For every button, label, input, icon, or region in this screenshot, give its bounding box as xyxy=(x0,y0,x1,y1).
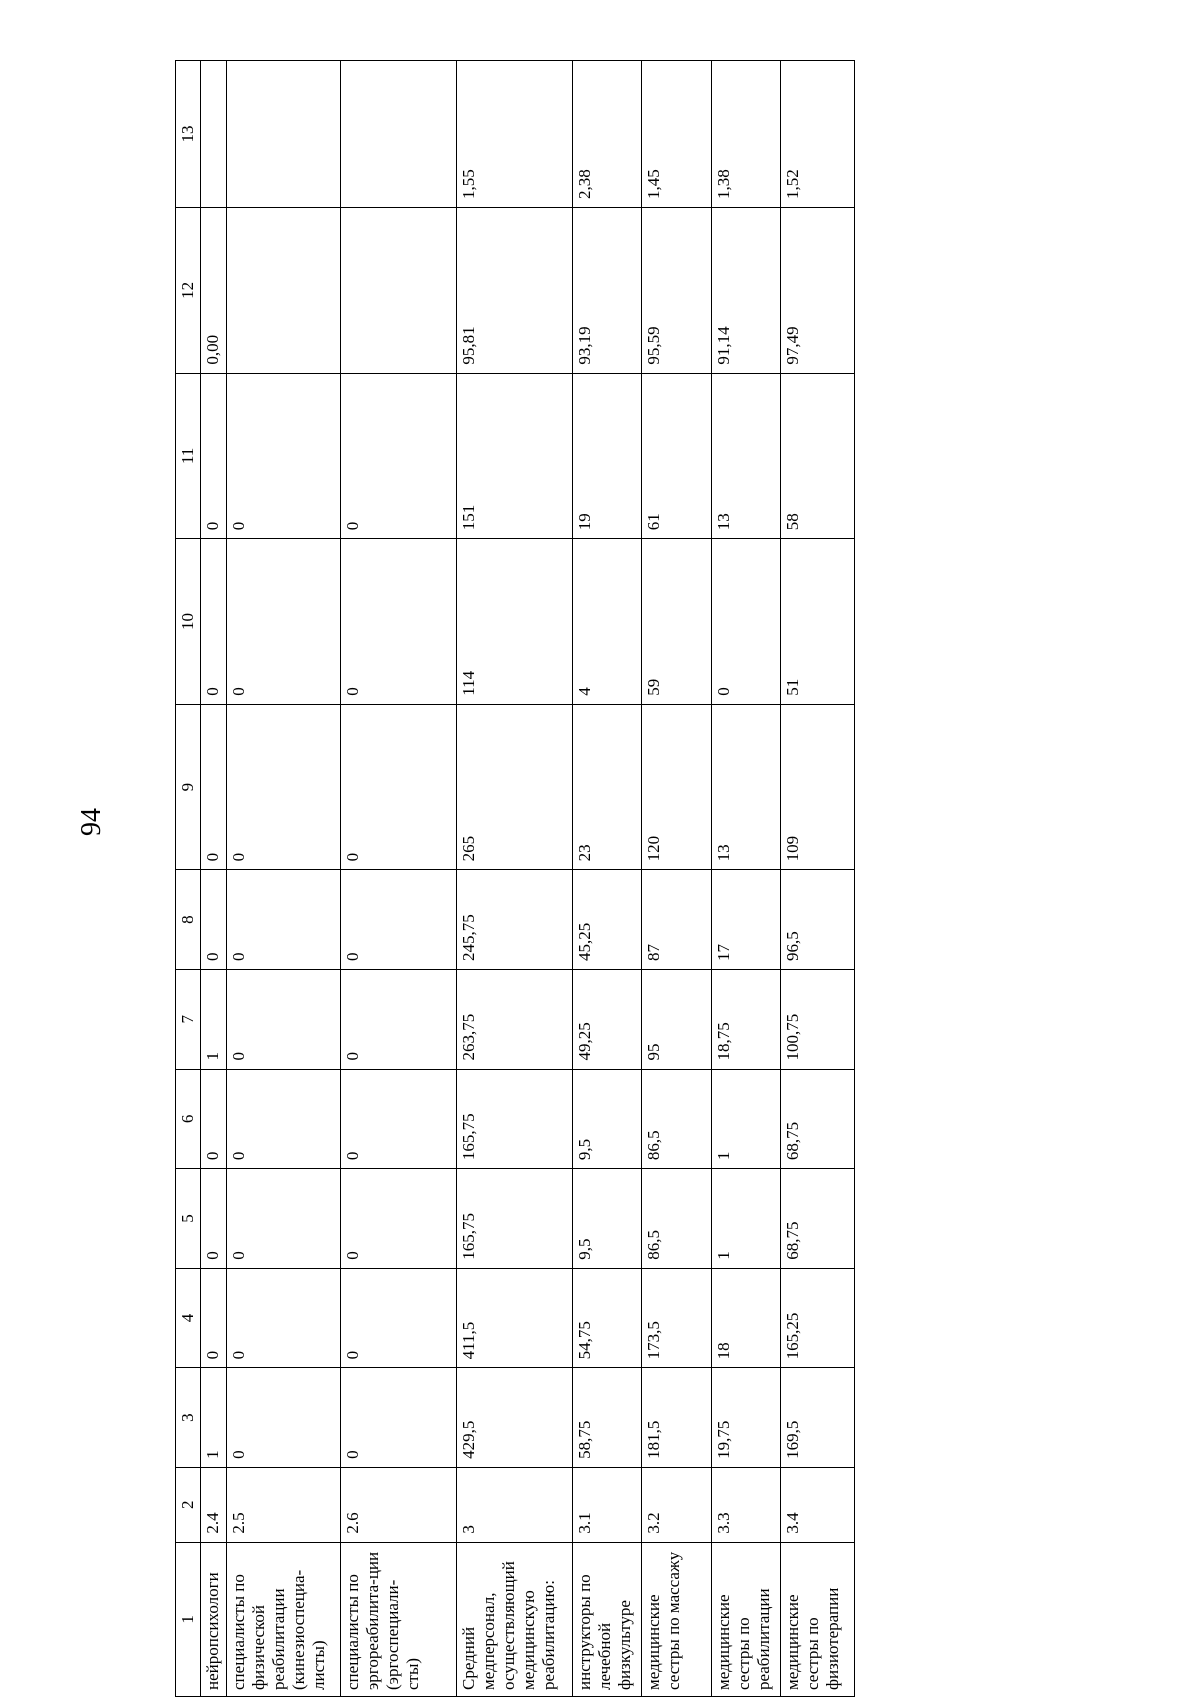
table-cell: 0 xyxy=(201,1268,227,1368)
row-label-cell: специалисты по эргореабилита-ции (эргоспециали-сты) xyxy=(341,1542,457,1696)
header-cell: 6 xyxy=(176,1069,201,1169)
table-row xyxy=(572,61,642,1697)
table-cell: 1 xyxy=(711,1169,781,1269)
table-cell: 18,75 xyxy=(711,969,781,1069)
table-cell: 68,75 xyxy=(781,1069,855,1169)
table-cell: 0 xyxy=(341,969,457,1069)
header-cell: 1 xyxy=(176,1542,201,1696)
table-cell: 1 xyxy=(201,969,227,1069)
table-cell: 169,5 xyxy=(781,1368,855,1468)
header-cell: 11 xyxy=(176,373,201,539)
table-cell: 13 xyxy=(711,373,781,539)
table-cell: 19,75 xyxy=(711,1368,781,1468)
table-cell: 0 xyxy=(227,1268,341,1368)
table-cell: 1 xyxy=(201,1368,227,1468)
row-label-cell: специалисты по физической реабилитации (кинезиоспециа-листы) xyxy=(227,1542,341,1696)
table-cell: 109 xyxy=(781,704,855,870)
table-cell: 2.5 xyxy=(227,1467,341,1542)
table-cell: 0 xyxy=(711,539,781,705)
table-cell: 13 xyxy=(711,704,781,870)
table-cell: 3.2 xyxy=(642,1467,712,1542)
table-cell: 3.1 xyxy=(572,1467,642,1542)
table-cell: 1,38 xyxy=(711,61,781,208)
table-cell: 0 xyxy=(201,870,227,970)
table-cell: 51 xyxy=(781,539,855,705)
table-cell: 97,49 xyxy=(781,208,855,374)
table-cell: 86,5 xyxy=(642,1069,712,1169)
row-label-cell: инструкторы по лечебной физкультуре xyxy=(572,1542,642,1696)
table-cell: 3.3 xyxy=(711,1467,781,1542)
table-cell: 0 xyxy=(201,373,227,539)
table-cell: 91,14 xyxy=(711,208,781,374)
table-cell: 0 xyxy=(341,1268,457,1368)
table-cell: 0 xyxy=(341,373,457,539)
row-label-cell: нейропсихологи xyxy=(201,1542,227,1696)
table-row xyxy=(711,61,781,1697)
table-row xyxy=(642,61,712,1697)
table-cell: 0 xyxy=(227,969,341,1069)
table-row xyxy=(227,61,341,1697)
table-cell: 3.4 xyxy=(781,1467,855,1542)
table-cell: 1 xyxy=(711,1069,781,1169)
table-cell xyxy=(227,208,341,374)
table-cell: 151 xyxy=(456,373,572,539)
row-label-cell: медицинские сестры по реабилитации xyxy=(711,1542,781,1696)
header-cell: 7 xyxy=(176,969,201,1069)
table-cell: 96,5 xyxy=(781,870,855,970)
table-cell: 17 xyxy=(711,870,781,970)
table-cell: 95,59 xyxy=(642,208,712,374)
table-cell: 0,00 xyxy=(201,208,227,374)
table-cell: 1,45 xyxy=(642,61,712,208)
page-number: 94 xyxy=(76,808,107,836)
table-row xyxy=(201,61,227,1697)
table-cell: 0 xyxy=(227,539,341,705)
table-cell: 0 xyxy=(227,1368,341,1468)
table-cell: 0 xyxy=(227,870,341,970)
row-label-cell: Средний медперсонал, осуществляющий медицинскую реабилитацию: xyxy=(456,1542,572,1696)
header-cell: 9 xyxy=(176,704,201,870)
table-cell: 86,5 xyxy=(642,1169,712,1269)
header-cell: 2 xyxy=(176,1467,201,1542)
staffing-table xyxy=(175,60,855,1697)
table-cell: 4 xyxy=(572,539,642,705)
table-cell: 411,5 xyxy=(456,1268,572,1368)
table-cell: 0 xyxy=(341,1069,457,1169)
table-cell: 2,38 xyxy=(572,61,642,208)
table-cell: 1,55 xyxy=(456,61,572,208)
row-label-cell: медицинские сестры по физиотерапии xyxy=(781,1542,855,1696)
header-cell: 12 xyxy=(176,208,201,374)
table-cell: 0 xyxy=(341,704,457,870)
table-cell: 19 xyxy=(572,373,642,539)
header-cell: 13 xyxy=(176,61,201,208)
table-cell: 58 xyxy=(781,373,855,539)
table-cell xyxy=(201,61,227,208)
table-cell: 18 xyxy=(711,1268,781,1368)
header-row xyxy=(176,61,201,1697)
table-cell xyxy=(341,61,457,208)
table-cell: 61 xyxy=(642,373,712,539)
table-cell: 87 xyxy=(642,870,712,970)
table-cell xyxy=(227,61,341,208)
table-cell: 0 xyxy=(341,539,457,705)
table-cell: 263,75 xyxy=(456,969,572,1069)
table-cell: 165,75 xyxy=(456,1169,572,1269)
table-cell: 3 xyxy=(456,1467,572,1542)
table-cell: 93,19 xyxy=(572,208,642,374)
table-container xyxy=(175,60,1200,1690)
header-cell: 4 xyxy=(176,1268,201,1368)
table-cell: 95 xyxy=(642,969,712,1069)
table-cell: 49,25 xyxy=(572,969,642,1069)
table-cell: 95,81 xyxy=(456,208,572,374)
table-cell: 0 xyxy=(227,1069,341,1169)
header-cell: 8 xyxy=(176,870,201,970)
table-cell: 100,75 xyxy=(781,969,855,1069)
table-row xyxy=(341,61,457,1697)
table-cell: 0 xyxy=(341,1368,457,1468)
table-cell: 9,5 xyxy=(572,1169,642,1269)
table-cell: 54,75 xyxy=(572,1268,642,1368)
header-cell: 3 xyxy=(176,1368,201,1468)
table-cell: 0 xyxy=(341,1169,457,1269)
table-row xyxy=(456,61,572,1697)
table-cell xyxy=(341,208,457,374)
table-cell: 0 xyxy=(201,1169,227,1269)
table-cell: 165,75 xyxy=(456,1069,572,1169)
table-cell: 0 xyxy=(227,704,341,870)
table-cell: 181,5 xyxy=(642,1368,712,1468)
table-cell: 245,75 xyxy=(456,870,572,970)
header-cell: 5 xyxy=(176,1169,201,1269)
table-cell: 0 xyxy=(201,1069,227,1169)
table-cell: 0 xyxy=(227,1169,341,1269)
table-cell: 9,5 xyxy=(572,1069,642,1169)
table-cell: 114 xyxy=(456,539,572,705)
table-cell: 0 xyxy=(201,704,227,870)
table-cell: 58,75 xyxy=(572,1368,642,1468)
table-cell: 120 xyxy=(642,704,712,870)
table-cell: 0 xyxy=(341,870,457,970)
header-cell: 10 xyxy=(176,539,201,705)
table-cell: 2.6 xyxy=(341,1467,457,1542)
table-cell: 59 xyxy=(642,539,712,705)
table-cell: 0 xyxy=(201,539,227,705)
table-cell: 0 xyxy=(227,373,341,539)
table-cell: 2.4 xyxy=(201,1467,227,1542)
table-cell: 45,25 xyxy=(572,870,642,970)
table-rotated-wrapper xyxy=(175,60,855,1697)
table-cell: 68,75 xyxy=(781,1169,855,1269)
table-cell: 265 xyxy=(456,704,572,870)
table-cell: 23 xyxy=(572,704,642,870)
row-label-cell: медицинские сестры по массажу xyxy=(642,1542,712,1696)
table-cell: 173,5 xyxy=(642,1268,712,1368)
table-cell: 429,5 xyxy=(456,1368,572,1468)
table-cell: 165,25 xyxy=(781,1268,855,1368)
table-row xyxy=(781,61,855,1697)
table-cell: 1,52 xyxy=(781,61,855,208)
